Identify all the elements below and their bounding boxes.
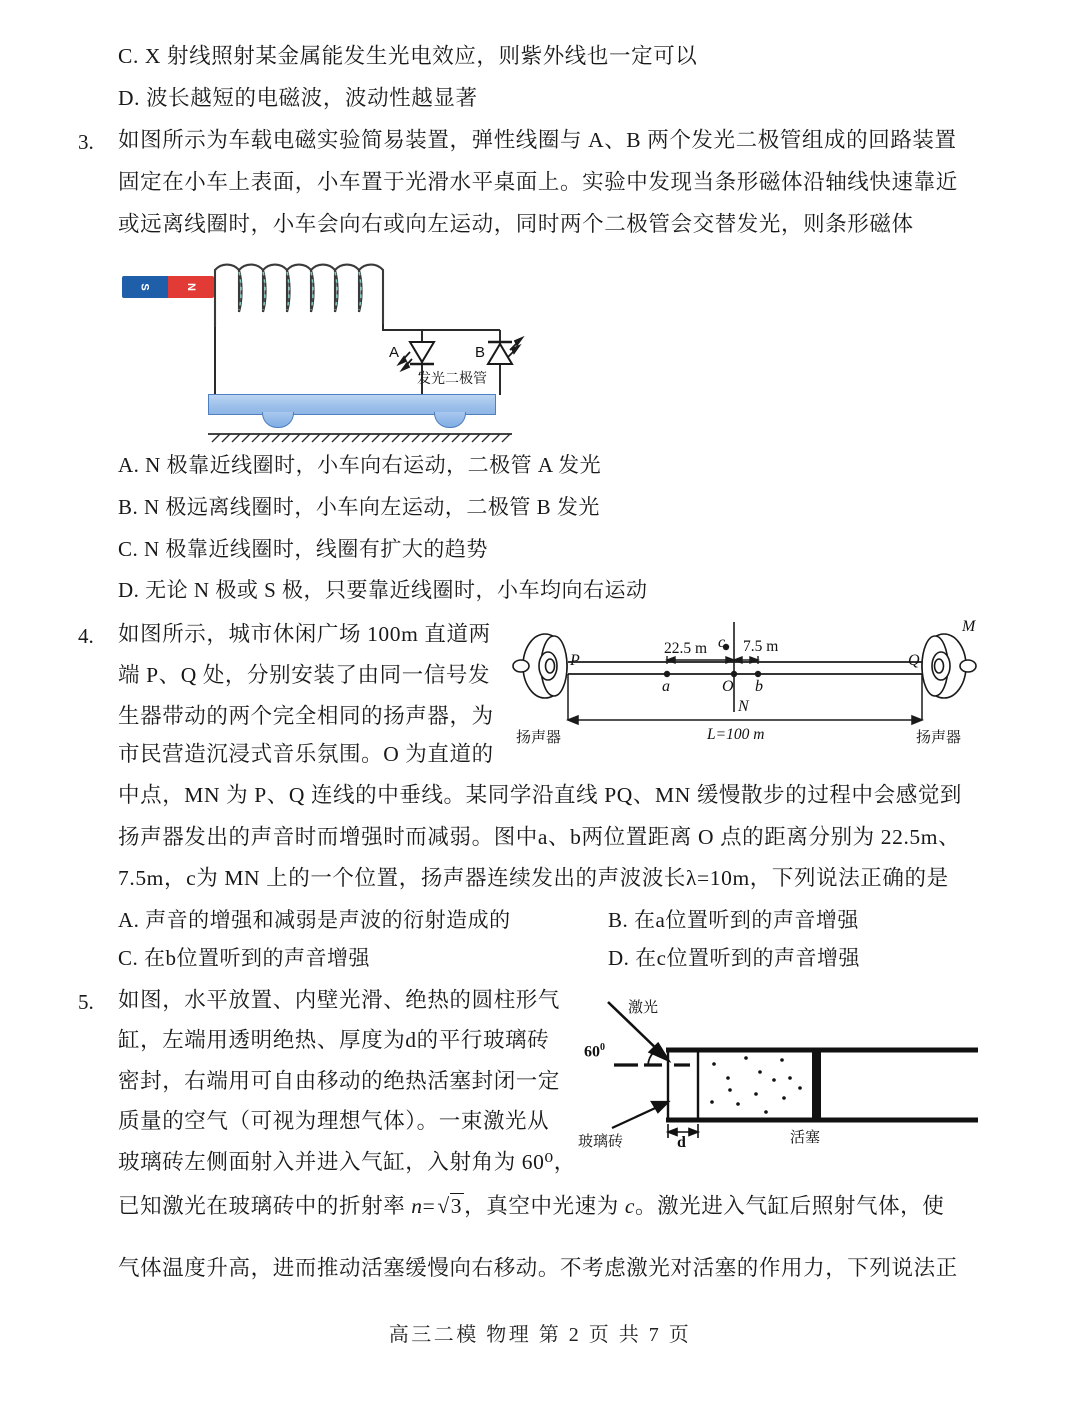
- refraction-suffix: ，真空中光速为: [464, 1194, 625, 1218]
- led-b-symbol: [488, 338, 522, 364]
- question-5-stem-line-6: [118, 1196, 944, 1218]
- track-length-label: L=100 m: [707, 726, 765, 743]
- led-b-label: B: [475, 344, 486, 361]
- glass-brick-label: 玻璃砖: [578, 1132, 624, 1150]
- label-point-P: P: [570, 652, 580, 669]
- coil-circuit-svg: [112, 252, 532, 448]
- question-3-option-b: B. N 极远离线圈时，小车向左运动，二极管 B 发光: [118, 495, 600, 519]
- page-footer: [0, 1318, 1080, 1347]
- led-a-label: A: [389, 344, 400, 361]
- figure-question-4: [512, 616, 980, 764]
- footer-page-unit: 页: [668, 1324, 692, 1346]
- question-4-stem-line-5: 中点，MN 为 P、Q 连线的中垂线。某同学沿直线 PQ、MN 缓慢散步的过程中会感觉到: [118, 783, 963, 807]
- thickness-label-d: d: [677, 1134, 686, 1151]
- label-point-b: b: [755, 678, 763, 695]
- question-4-stem-line-3: 生器带动的两个完全相同的扬声器，为: [118, 704, 494, 728]
- question-4-option-b: B. 在a位置听到的声音增强: [608, 908, 859, 932]
- incidence-angle-degree: 0: [600, 1042, 605, 1053]
- piston-label: 活塞: [790, 1128, 821, 1146]
- footer-page-label: 第: [538, 1324, 562, 1346]
- footer-total-pages: 7: [648, 1324, 662, 1346]
- question-5-stem-line-4: 质量的空气（可视为理想气体）。一束激光从: [118, 1109, 550, 1133]
- label-point-a: a: [662, 678, 670, 695]
- question-number-3: 3.: [78, 130, 94, 154]
- question-4-stem-line-4: 市民营造沉浸式音乐氛围。O 为直道的: [118, 742, 494, 766]
- question-4-stem-line-6: 扬声器发出的声音时而增强时而减弱。图中a、b两位置距离 O 点的距离分别为 22.5m、: [118, 825, 961, 849]
- label-point-Q: Q: [908, 652, 920, 669]
- led-a-symbol: [399, 342, 434, 370]
- point-O-dot: [731, 671, 737, 677]
- question-3-stem-line-2: 固定在小车上表面，小车置于光滑水平桌面上。实验中发现当条形磁体沿轴线快速靠近: [118, 170, 958, 194]
- figure-question-5: [578, 992, 980, 1152]
- footer-of-label: 页 共: [588, 1324, 642, 1346]
- question-5-stem-line-1: 如图，水平放置、内壁光滑、绝热的圆柱形气: [118, 988, 561, 1012]
- question-4-stem-line-2: 端 P、Q 处，分别安装了由同一信号发: [118, 663, 491, 687]
- led-caption: 发光二极管: [417, 371, 487, 387]
- question-number-5: 5.: [78, 990, 94, 1014]
- carryover-option-c: C. X 射线照射某金属能发生光电效应，则紫外线也一定可以: [118, 44, 698, 68]
- label-point-M: M: [962, 618, 976, 635]
- speaker-right-icon: [922, 634, 976, 698]
- laser-label: 激光: [628, 998, 659, 1016]
- carryover-option-d: D. 波长越短的电磁波，波动性越显著: [118, 86, 478, 110]
- speaker-left-caption: 扬声器: [516, 728, 562, 746]
- glass-brick-pointer: [612, 1102, 668, 1128]
- label-point-c: c: [718, 634, 726, 651]
- footer-page-number: 2: [568, 1324, 582, 1346]
- radicand-value: 3: [450, 1194, 463, 1218]
- magnet-north-label: N: [184, 283, 197, 291]
- question-5-stem-line-5: 玻璃砖左侧面射入并进入气缸，入射角为 60⁰，: [118, 1150, 576, 1174]
- speaker-left-icon: [513, 634, 567, 698]
- incidence-angle-label: [584, 1042, 605, 1061]
- question-5-stem-line-2: 缸，左端用透明绝热、厚度为d的平行玻璃砖: [118, 1028, 550, 1052]
- refraction-symbol-n: n: [411, 1194, 423, 1218]
- magnet-south-label: S: [139, 283, 151, 291]
- question-4-stem-line-7: 7.5m，c为 MN 上的一个位置，扬声器连续发出的声波波长λ=10m，下列说法正确的是: [118, 866, 949, 890]
- dimension-a-to-O: 22.5 m: [664, 640, 708, 657]
- refraction-equals: =: [422, 1194, 436, 1218]
- question-3-option-a: A. N 极靠近线圈时，小车向右运动，二极管 A 发光: [118, 453, 602, 477]
- question-number-4: 4.: [78, 624, 94, 648]
- question-4-option-c: C. 在b位置听到的声音增强: [118, 946, 371, 970]
- question-4-option-d: D. 在c位置听到的声音增强: [608, 946, 860, 970]
- piston-bar: [812, 1050, 821, 1120]
- point-a-dot: [664, 671, 670, 677]
- point-b-dot: [755, 671, 761, 677]
- question-3-stem-line-3: 或远离线圈时，小车会向右或向左运动，同时两个二极管会交替发光，则条形磁体: [118, 212, 914, 236]
- question-5-stem-line-3: 密封，右端用可自由移动的绝热活塞封闭一定: [118, 1069, 561, 1093]
- gas-molecules: [710, 1056, 802, 1114]
- light-speed-symbol-c: c: [624, 1194, 635, 1218]
- question-3-option-c: C. N 极靠近线圈时，线圈有扩大的趋势: [118, 537, 488, 561]
- question-3-stem-line-1: 如图所示为车载电磁实验简易装置，弹性线圈与 A、B 两个发光二极管组成的回路装置: [118, 128, 957, 152]
- question-4-stem-line-1: 如图所示，城市休闲广场 100m 直道两: [118, 622, 491, 646]
- footer-subject: 物理: [486, 1324, 532, 1346]
- question-4-option-a: A. 声音的增强和减弱是声波的衍射造成的: [118, 908, 511, 932]
- incidence-angle-value: 60: [584, 1043, 600, 1061]
- square-root-symbol: √3: [437, 1194, 463, 1218]
- question-5-stem-line-7: 气体温度升高，进而推动活塞缓慢向右移动。不考虑激光对活塞的作用力，下列说法正: [118, 1256, 958, 1280]
- angle-arc: [648, 1052, 654, 1065]
- question-3-option-d: D. 无论 N 极或 S 极，只要靠近线圈时，小车均向右运动: [118, 578, 648, 602]
- figure-question-3: [112, 252, 532, 448]
- footer-exam-name: 高三二模: [388, 1324, 479, 1346]
- refraction-prefix: 已知激光在玻璃砖中的折射率: [118, 1194, 412, 1218]
- label-point-N: N: [738, 698, 749, 715]
- dimension-O-to-b: 7.5 m: [743, 638, 779, 655]
- refraction-tail: 。激光进入气缸后照射气体，使: [634, 1194, 945, 1218]
- label-point-O: O: [722, 678, 734, 695]
- speaker-right-caption: 扬声器: [916, 728, 962, 746]
